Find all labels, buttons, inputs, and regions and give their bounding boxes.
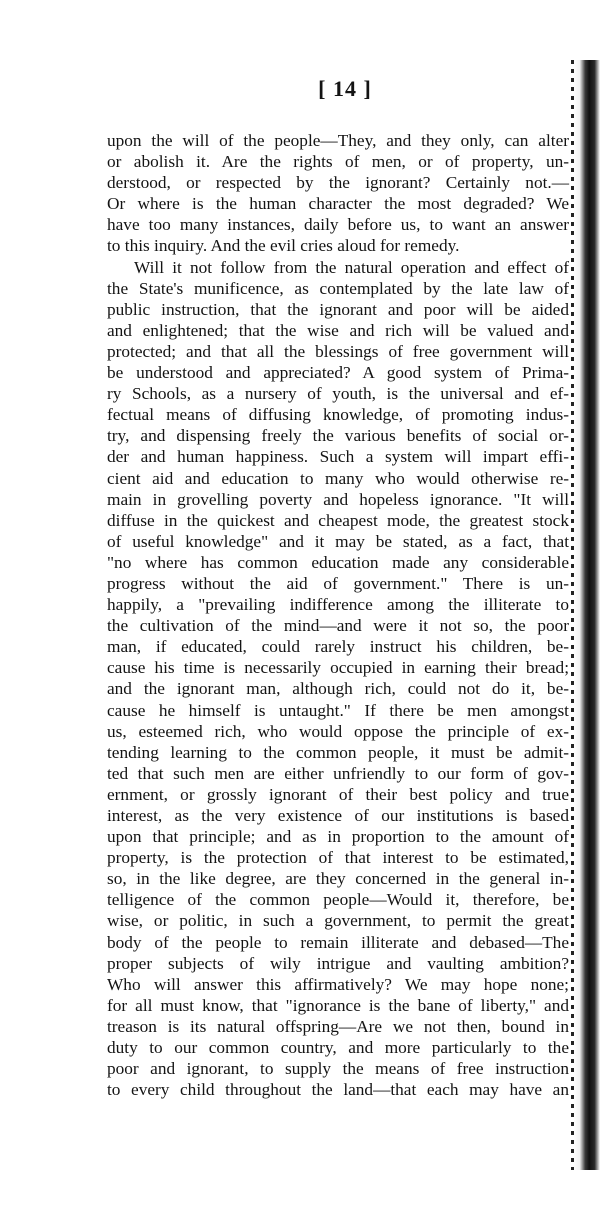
body-text: [107, 130, 569, 1100]
text-line: protected; and that all the blessings of free government will: [107, 341, 569, 361]
binding-gutter-edge: [571, 60, 574, 1170]
text-line: happily, a "prevailing indifference among the illiterate to: [107, 595, 569, 615]
text-line: ry Schools, as a nursery of youth, is the universal and ef-: [107, 384, 569, 404]
text-line: try, and dispensing freely the various benefits of social or-: [107, 426, 569, 446]
text-line: ted that such men are either unfriendly to our form of gov-: [107, 763, 569, 783]
text-line: of useful knowledge" and it may be stated, as a fact, that: [107, 531, 569, 551]
binding-gutter-shadow: [573, 60, 600, 1170]
text-line: ernment, or grossly ignorant of their best policy and true: [107, 784, 569, 804]
text-line: be understood and appreciated? A good system of Prima-: [107, 363, 569, 383]
text-line: der and human happiness. Such a system will impart effi-: [107, 447, 569, 467]
page-number: [ 14 ]: [318, 76, 372, 101]
text-line: the cultivation of the mind—and were it not so, the poor: [107, 616, 569, 636]
text-line: upon that principle; and as in proportion to the amount of: [107, 827, 569, 847]
text-line: to every child throughout the land—that each may have an: [107, 1080, 569, 1100]
text-line: cause he himself is untaught." If there be men amongst: [107, 700, 569, 720]
text-line: poor and ignorant, to supply the means of free instruction: [107, 1059, 569, 1079]
text-line: interest, as the very existence of our institutions is based: [107, 806, 569, 825]
text-line: cause his time is necessarily occupied in earning their bread;: [107, 658, 569, 678]
text-line: or abolish it. Are the rights of men, or of property, un-: [107, 152, 569, 172]
text-line: property, is the protection of that interest to be estimated,: [107, 848, 569, 868]
text-line: body of the people to remain illiterate and debased—The: [107, 932, 569, 952]
text-line: cient aid and education to many who would otherwise re-: [107, 468, 569, 488]
text-line: Who will answer this affirmatively? We may hope none;: [107, 974, 569, 994]
text-line: treason is its natural offspring—Are we not then, bound in: [107, 1016, 569, 1036]
text-line: wise, or politic, in such a government, to permit the great: [107, 911, 569, 931]
text-line: Or where is the human character the most degraded? We: [107, 194, 569, 214]
text-line: to this inquiry. And the evil cries aloud for remedy.: [107, 236, 460, 256]
text-line: public instruction, that the ignorant and poor will be aided: [107, 299, 569, 319]
text-line: proper subjects of wily intrigue and vaulting ambition?: [107, 953, 569, 973]
text-line: us, esteemed rich, who would oppose the principle of ex-: [107, 721, 569, 741]
text-line: tending learning to the common people, it must be admit-: [107, 742, 569, 762]
text-line: for all must know, that "ignorance is the bane of liberty," and: [107, 995, 569, 1015]
text-line: have too many instances, daily before us, to want an answer: [107, 215, 569, 235]
text-line: main in grovelling poverty and hopeless ignorance. "It will: [107, 489, 569, 509]
text-line: man, if educated, could rarely instruct his children, be-: [107, 637, 569, 657]
text-line: upon the will of the people—They, and they only, can alter: [107, 131, 569, 150]
text-line: duty to our common country, and more particularly to the: [107, 1038, 569, 1058]
text-line: the State's munificence, as contemplated by the late law of: [107, 278, 569, 298]
text-line: fectual means of diffusing knowledge, of promoting indus-: [107, 405, 569, 425]
text-line: progress without the aid of government." There is un-: [107, 573, 569, 593]
text-line: diffuse in the quickest and cheapest mode, the greatest stock: [107, 510, 569, 530]
text-line: "no where has common education made any considerable: [107, 552, 569, 572]
text-line: derstood, or respected by the ignorant? Certainly not.—: [107, 173, 569, 193]
text-line: and enlightened; that the wise and rich will be valued and: [107, 320, 569, 340]
text-line: and the ignorant man, although rich, could not do it, be-: [107, 679, 569, 699]
text-line: Will it not follow from the natural operation and effect of: [134, 257, 569, 277]
text-line: so, in the like degree, are they concerned in the general in-: [107, 869, 569, 889]
text-line: telligence of the common people—Would it, therefore, be: [107, 890, 569, 910]
